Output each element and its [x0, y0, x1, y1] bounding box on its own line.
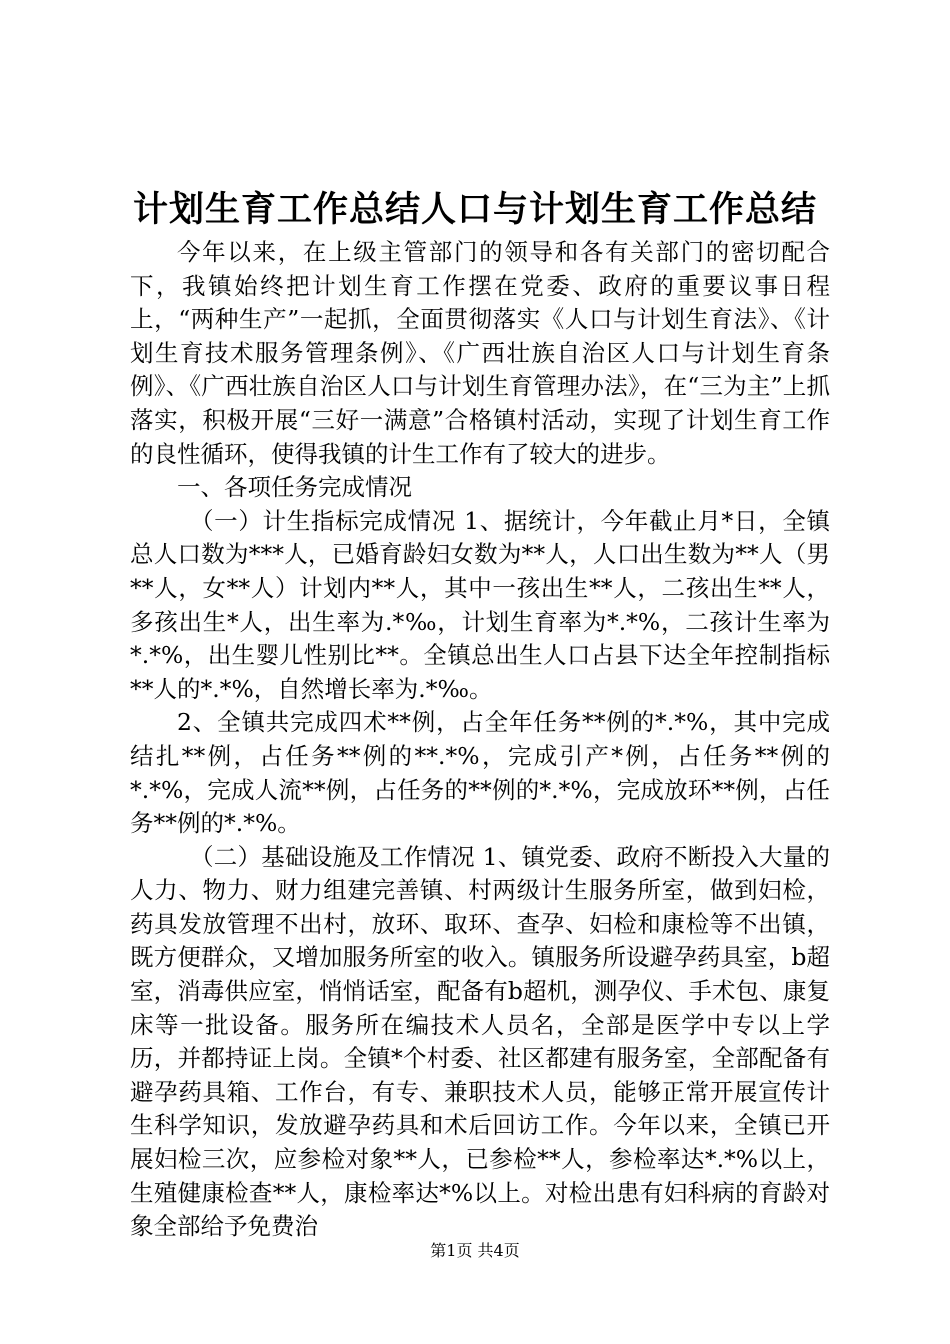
paragraph-four-operations: 2、全镇共完成四术**例，占全年任务**例的*.*%，其中完成结扎**例，占任务**例的**.*%，完成引产*例，占任务**例的*.*%，完成人流**例，占任务的**例的*.*%，完成放环**例，占任务**例的*.*%。 [130, 708, 830, 838]
paragraph-birth-indicators: （一）计生指标完成情况 1、据统计，今年截止月*日，全镇总人口数为***人，已婚育龄妇女数为**人，人口出生数为**人（男**人，女**人）计划内**人，其中一孩出生**人，二孩出生**人，多孩出生*人，出生率为.*‰，计划生育率为*.*%，二孩计生率为*.*%，出生婴儿性别比**。全镇总出生人口占县下达全年控制指标**人的*.*%，自然增长率为.*‰。 [130, 506, 830, 703]
document-title: 计划生育工作总结人口与计划生育工作总结 [132, 189, 817, 230]
intro-paragraph: 今年以来，在上级主管部门的领导和各有关部门的密切配合下，我镇始终把计划生育工作摆在党委、政府的重要议事日程上，“两种生产”一起抓，全面贯彻落实《人口与计划生育法》、《计划生育技术服务管理条例》、《广西壮族自治区人口与计划生育条例》、《广西壮族自治区人口与计划生育管理办法》，在“三为主”上抓落实，积极开展“三好一满意”合格镇村活动，实现了计划生育工作的良性循环，使得我镇的计生工作有了较大的进步。 [130, 238, 830, 468]
document-body [130, 236, 830, 1244]
section-heading-task-completion: 一、各项任务完成情况 [177, 473, 412, 502]
paragraph-infrastructure: （二）基础设施及工作情况 1、镇党委、政府不断投入大量的人力、物力、财力组建完善镇、村两级计生服务所室，做到妇检，药具发放管理不出村，放环、取环、查孕、妇检和康检等不出镇，既方便群众，又增加服务所室的收入。镇服务所设避孕药具室，b超室，消毒供应室，悄悄话室，配备有b超机，测孕仪、手术包、康复床等一批设备。服务所在编技术人员名，全部是医学中专以上学历，并都持证上岗。全镇*个村委、社区都建有服务室，全部配备有避孕药具箱、工作台，有专、兼职技术人员，能够正常开展宣传计生科学知识，发放避孕药具和术后回访工作。今年以来，全镇已开展妇检三次，应参检对象**人，已参检**人，参检率达*.*%以上，生殖健康检查**人，康检率达*%以上。对检出患有妇科病的育龄对象全部给予免费治 [130, 842, 830, 1241]
page-footer: 第1页 共4页 [430, 1241, 520, 1260]
